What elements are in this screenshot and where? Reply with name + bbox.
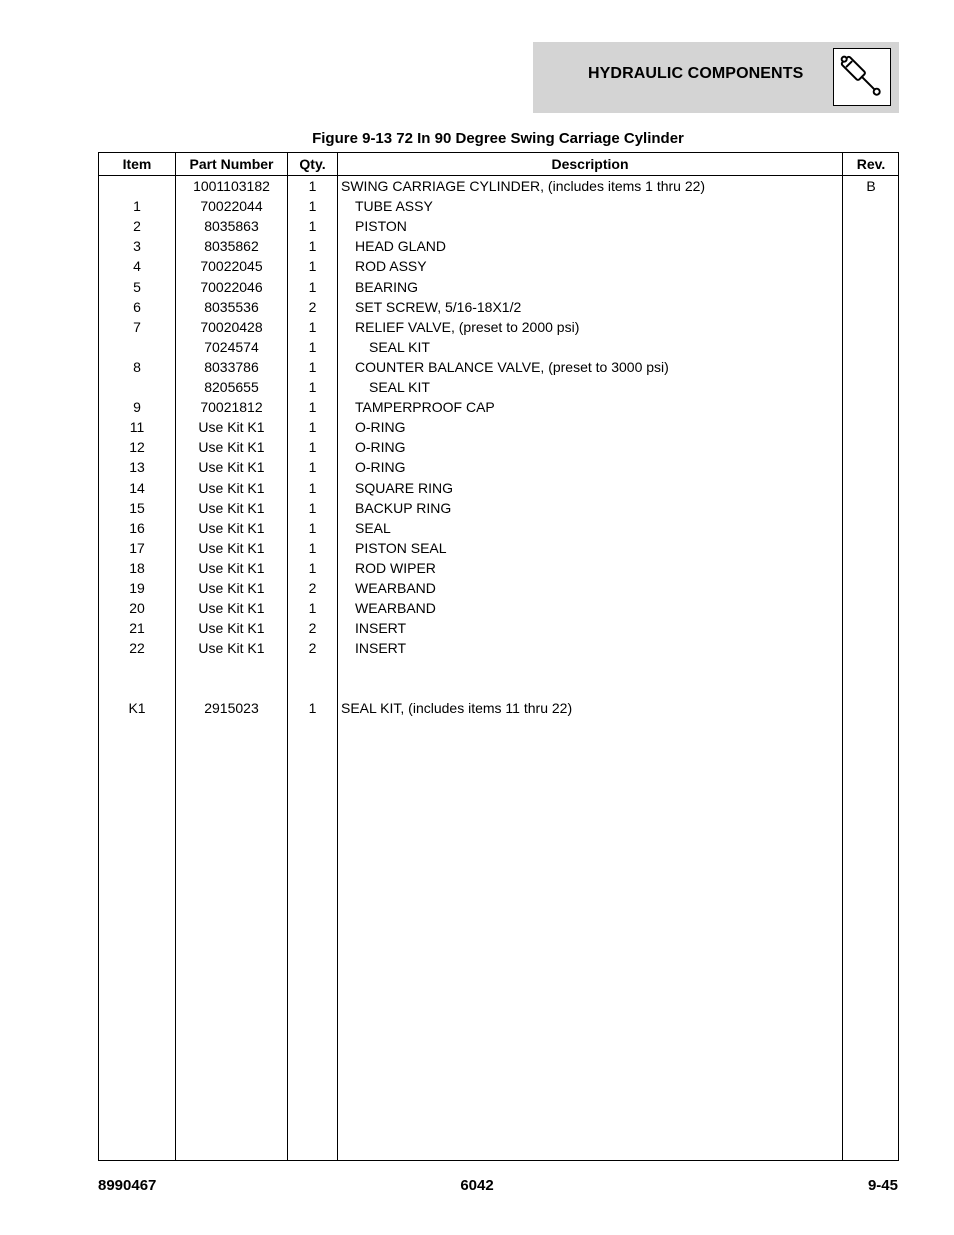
part-number-cell: 70021812 [200, 399, 263, 416]
table-row [99, 620, 898, 640]
part-number-cell: 8035536 [204, 298, 259, 315]
part-number-cell: Use Kit K1 [198, 419, 265, 436]
description-cell: COUNTER BALANCE VALVE, (preset to 3000 psi) [355, 358, 669, 375]
part-number-cell: Use Kit K1 [198, 479, 265, 496]
part-number-cell: Use Kit K1 [198, 439, 265, 456]
description-cell: INSERT [355, 640, 407, 657]
description-cell: ROD ASSY [355, 258, 427, 275]
qty-cell: 1 [308, 338, 317, 355]
description-cell: SEAL [355, 519, 391, 536]
description-cell: O-RING [355, 459, 406, 476]
qty-cell: 1 [308, 600, 317, 617]
part-number-cell: Use Kit K1 [198, 600, 265, 617]
description-cell: TAMPERPROOF CAP [355, 399, 495, 416]
table-row [99, 399, 898, 419]
qty-cell: 1 [308, 278, 317, 295]
description-cell: SWING CARRIAGE CYLINDER, (includes items 1 thru 22) [341, 178, 706, 194]
qty-cell: 1 [308, 700, 317, 717]
item-cell: 22 [129, 640, 145, 657]
part-number-cell: Use Kit K1 [198, 620, 265, 637]
description-cell: RELIEF VALVE, (preset to 2000 psi) [355, 318, 580, 335]
description-cell: SEAL KIT, (includes items 11 thru 22) [341, 700, 573, 717]
part-number-cell: Use Kit K1 [198, 640, 265, 657]
description-cell: SQUARE RING [355, 479, 454, 496]
item-cell: K1 [128, 700, 146, 717]
footer-model: 6042 [460, 1177, 494, 1194]
qty-cell: 1 [308, 238, 317, 255]
table-row [99, 439, 898, 459]
description-cell: O-RING [355, 439, 406, 456]
table-row [99, 419, 898, 439]
item-cell: 2 [133, 218, 141, 235]
table-row [99, 480, 898, 500]
column-header-item: Item [122, 156, 152, 172]
qty-cell: 2 [308, 620, 317, 637]
hydraulic-cylinder-icon [833, 48, 891, 106]
table-row [99, 359, 898, 379]
rev-cell: B [866, 178, 876, 194]
column-header-rev: Rev. [856, 156, 886, 172]
part-number-cell: 2915023 [204, 700, 259, 717]
item-cell: 21 [129, 620, 145, 637]
part-number-cell: Use Kit K1 [198, 559, 265, 576]
item-cell: 20 [129, 600, 145, 617]
column-header-part-number: Part Number [189, 156, 274, 172]
qty-cell: 1 [308, 499, 317, 516]
qty-cell: 1 [308, 419, 317, 436]
item-cell: 11 [129, 419, 145, 436]
table-row [99, 500, 898, 520]
table-row [99, 700, 898, 720]
description-cell: BACKUP RING [355, 499, 452, 516]
qty-cell: 1 [308, 539, 317, 556]
table-row [99, 279, 898, 299]
part-number-cell: Use Kit K1 [198, 459, 265, 476]
table-row [99, 580, 898, 600]
qty-cell: 1 [308, 178, 317, 194]
item-cell: 12 [129, 439, 145, 456]
item-cell: 15 [129, 499, 145, 516]
description-cell: INSERT [355, 620, 407, 637]
item-cell: 1 [133, 198, 141, 215]
parts-table [98, 152, 899, 1161]
item-cell: 5 [133, 278, 141, 295]
table-row [99, 238, 898, 258]
description-cell: TUBE ASSY [355, 198, 433, 215]
table-row [99, 540, 898, 560]
qty-cell: 1 [308, 258, 317, 275]
footer-doc-number: 8990467 [98, 1177, 157, 1194]
part-number-cell: 8035862 [204, 238, 259, 255]
part-number-cell: 70022045 [200, 258, 263, 275]
item-cell: 18 [129, 559, 145, 576]
qty-cell: 1 [308, 358, 317, 375]
item-cell: 9 [133, 399, 141, 416]
description-cell: SEAL KIT [369, 379, 430, 395]
item-cell: 13 [129, 459, 145, 476]
table-row [99, 178, 898, 198]
table-row [99, 299, 898, 319]
item-cell: 17 [129, 539, 145, 556]
table-row [99, 640, 898, 660]
part-number-cell: 8035863 [204, 218, 259, 235]
part-number-cell: Use Kit K1 [198, 539, 265, 556]
qty-cell: 1 [308, 439, 317, 456]
item-cell: 16 [129, 519, 145, 536]
part-number-cell: 70020428 [200, 318, 263, 335]
part-number-cell: Use Kit K1 [198, 499, 265, 516]
table-row [99, 218, 898, 238]
description-cell: SEAL KIT [369, 338, 430, 355]
part-number-cell: 8205655 [204, 379, 259, 395]
description-cell: HEAD GLAND [355, 238, 447, 255]
part-number-cell: Use Kit K1 [198, 580, 265, 596]
table-row [99, 319, 898, 339]
qty-cell: 1 [308, 459, 317, 476]
table-row [99, 560, 898, 580]
figure-title: Figure 9-13 72 In 90 Degree Swing Carriage Cylinder [312, 130, 684, 147]
column-header-qty: Qty. [299, 156, 326, 172]
qty-cell: 1 [308, 559, 317, 576]
table-row [99, 258, 898, 278]
qty-cell: 1 [308, 399, 317, 416]
qty-cell: 1 [308, 218, 317, 235]
column-header-description: Description [551, 156, 629, 172]
table-row [99, 198, 898, 218]
qty-cell: 1 [308, 519, 317, 536]
part-number-cell: 8033786 [204, 358, 259, 375]
table-row [99, 600, 898, 620]
description-cell: SET SCREW, 5/16-18X1/2 [355, 298, 522, 315]
description-cell: PISTON SEAL [355, 539, 447, 556]
description-cell: BEARING [355, 278, 419, 295]
part-number-cell: 7024574 [204, 338, 259, 355]
description-cell: PISTON [355, 218, 407, 235]
table-row [99, 459, 898, 479]
part-number-cell: Use Kit K1 [198, 519, 265, 536]
description-cell: WEARBAND [355, 600, 436, 617]
table-row [99, 379, 898, 399]
item-cell: 14 [129, 479, 145, 496]
qty-cell: 2 [308, 640, 317, 657]
table-row [99, 339, 898, 359]
table-row [99, 520, 898, 540]
qty-cell: 2 [308, 298, 317, 315]
item-cell: 6 [133, 298, 141, 315]
qty-cell: 1 [308, 318, 317, 335]
part-number-cell: 70022046 [200, 278, 263, 295]
qty-cell: 1 [308, 379, 317, 395]
section-title: HYDRAULIC COMPONENTS [588, 65, 804, 82]
description-cell: ROD WIPER [355, 559, 436, 576]
item-cell: 3 [133, 238, 141, 255]
description-cell: WEARBAND [355, 580, 436, 596]
qty-cell: 2 [308, 580, 317, 596]
qty-cell: 1 [308, 479, 317, 496]
part-number-cell: 70022044 [200, 198, 263, 215]
item-cell: 7 [133, 318, 141, 335]
part-number-cell: 1001103182 [193, 178, 270, 194]
description-cell: O-RING [355, 419, 406, 436]
item-cell: 8 [133, 358, 141, 375]
qty-cell: 1 [308, 198, 317, 215]
item-cell: 19 [129, 580, 145, 596]
item-cell: 4 [133, 258, 141, 275]
footer-page-number: 9-45 [867, 1177, 898, 1194]
